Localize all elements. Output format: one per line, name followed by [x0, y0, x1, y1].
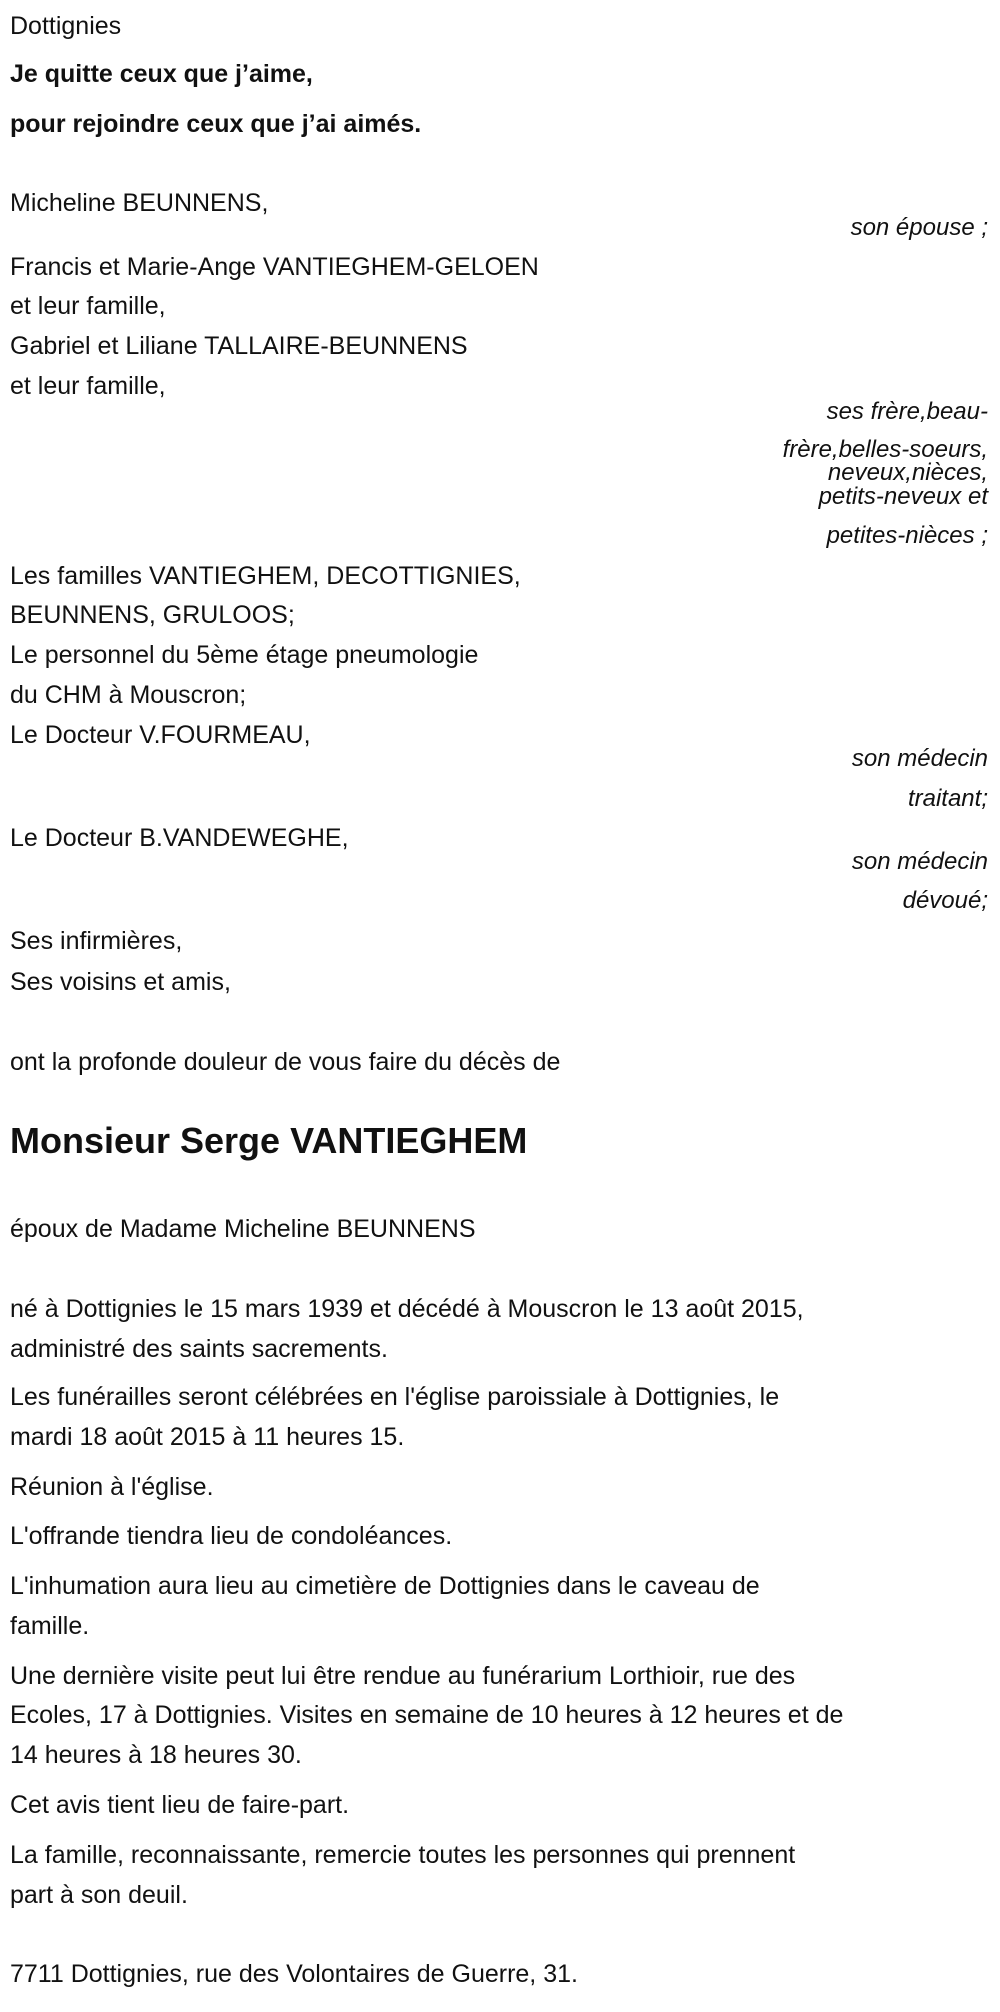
- detail-line: part à son deuil.: [10, 1881, 188, 1909]
- spouse: Micheline BEUNNENS,: [10, 189, 269, 217]
- detail-line: famille.: [10, 1612, 90, 1640]
- doctor1-role: traitant;: [907, 785, 988, 812]
- siblings-role: frère,belles-soeurs,: [782, 436, 988, 463]
- siblings-role: neveux,nièces,: [827, 459, 988, 486]
- detail-line: Ecoles, 17 à Dottignies. Visites en semaine de 10 heures à 12 heures et de: [10, 1701, 844, 1729]
- doctor2: Le Docteur B.VANDEWEGHE,: [10, 824, 349, 852]
- sibling-line: et leur famille,: [10, 372, 166, 400]
- deceased-name: Monsieur Serge VANTIEGHEM: [10, 1120, 528, 1161]
- others-line: du CHM à Mouscron;: [10, 681, 247, 709]
- doctor2-role: son médecin: [851, 848, 988, 875]
- sibling-line: et leur famille,: [10, 292, 166, 320]
- spouse-of: époux de Madame Micheline BEUNNENS: [10, 1215, 476, 1243]
- siblings-role: ses frère,beau-: [826, 398, 988, 425]
- detail-line: mardi 18 août 2015 à 11 heures 15.: [10, 1423, 405, 1451]
- detail-line: né à Dottignies le 15 mars 1939 et décédé à Mouscron le 13 août 2015,: [10, 1295, 804, 1323]
- detail-line: L'inhumation aura lieu au cimetière de Dottignies dans le caveau de: [10, 1572, 760, 1600]
- detail-line: 14 heures à 18 heures 30.: [10, 1741, 302, 1769]
- detail-line: Une dernière visite peut lui être rendue au funérarium Lorthioir, rue des: [10, 1662, 796, 1690]
- friends-line: Ses voisins et amis,: [10, 968, 231, 996]
- announcement: ont la profonde douleur de vous faire du décès de: [10, 1048, 561, 1076]
- spouse-role: son épouse ;: [850, 214, 988, 241]
- siblings-role: petits-neveux et: [818, 483, 988, 510]
- others-line: BEUNNENS, GRULOOS;: [10, 601, 295, 629]
- detail-line: Cet avis tient lieu de faire-part.: [10, 1791, 350, 1819]
- quote-line: Je quitte ceux que j’aime,: [10, 60, 313, 88]
- address: 7711 Dottignies, rue des Volontaires de Guerre, 31.: [10, 1960, 578, 1988]
- detail-line: Réunion à l'église.: [10, 1473, 214, 1501]
- detail-line: Les funérailles seront célébrées en l'église paroissiale à Dottignies, le: [10, 1383, 780, 1411]
- detail-line: La famille, reconnaissante, remercie toutes les personnes qui prennent: [10, 1841, 796, 1869]
- others-line: Le personnel du 5ème étage pneumologie: [10, 641, 479, 669]
- detail-line: L'offrande tiendra lieu de condoléances.: [10, 1522, 453, 1550]
- doctor2-role: dévoué;: [902, 887, 988, 914]
- sibling-line: Gabriel et Liliane TALLAIRE-BEUNNENS: [10, 332, 468, 360]
- friends-line: Ses infirmières,: [10, 927, 183, 955]
- doctor1-role: son médecin: [851, 745, 988, 772]
- detail-line: administré des saints sacrements.: [10, 1335, 388, 1363]
- others-line: Les familles VANTIEGHEM, DECOTTIGNIES,: [10, 562, 521, 590]
- quote-line: pour rejoindre ceux que j’ai aimés.: [10, 110, 422, 138]
- sibling-line: Francis et Marie-Ange VANTIEGHEM-GELOEN: [10, 253, 539, 281]
- others-line: Le Docteur V.FOURMEAU,: [10, 721, 311, 749]
- place: Dottignies: [10, 12, 122, 40]
- siblings-role: petites-nièces ;: [826, 522, 988, 549]
